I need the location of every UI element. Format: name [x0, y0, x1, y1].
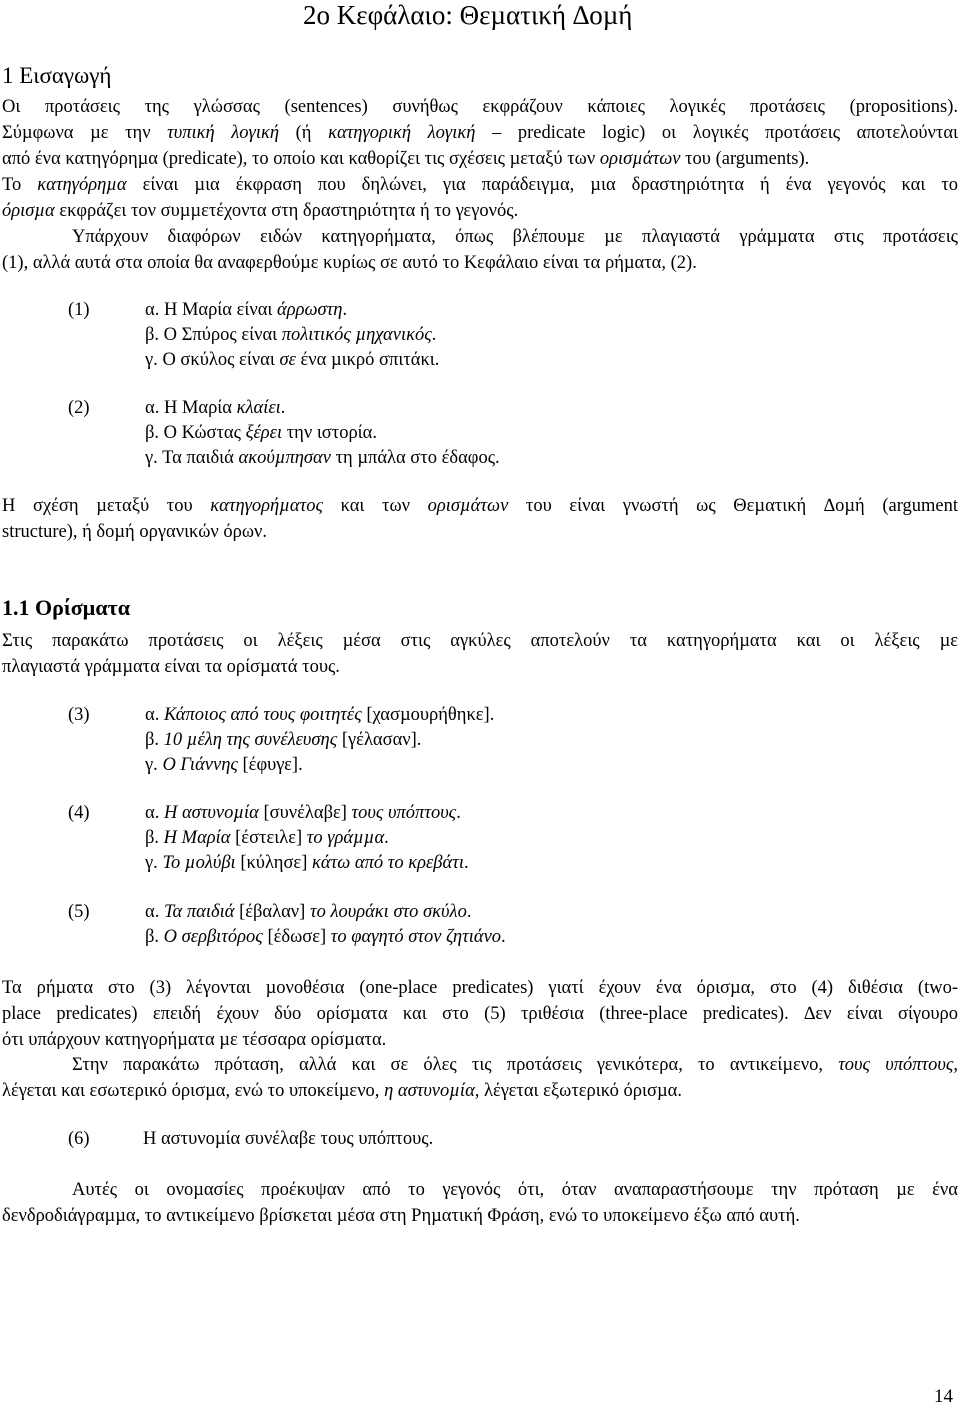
paragraph-line: structure), ή δοµή οργανικών όρων.	[2, 522, 268, 542]
example-item: β. Ο Κώστας ξέρει την ιστορία.	[145, 423, 377, 443]
example-number: (1)	[68, 300, 90, 320]
example-item: β. Η Μαρία [έστειλε] το γράµµα.	[145, 828, 389, 848]
paragraph-line: Τα ρήµατα στο (3) λέγονται µονοθέσια (one-place predicates) γιατί έχουν ένα όρισµα, στο (4) διθέσια (two-	[2, 978, 958, 998]
paragraph-line: Στις παρακάτω προτάσεις οι λέξεις µέσα στις αγκύλες αποτελούν τα κατηγορήµατα και οι λέξεις µε	[2, 631, 958, 651]
example-item: Η αστυνοµία συνέλαβε τους υπόπτους.	[143, 1129, 434, 1149]
example-item: β. 10 µέλη της συνέλευσης [γέλασαν].	[145, 730, 422, 750]
example-item: α. Τα παιδιά [έβαλαν] το λουράκι στο σκύλο.	[145, 902, 472, 922]
paragraph-line: πλαγιαστά γράµµατα είναι τα ορίσµατά τους.	[2, 657, 340, 677]
example-item: γ. Τα παιδιά ακούµπησαν τη µπάλα στο έδαφος.	[145, 448, 500, 468]
example-item: β. Ο σερβιτόρος [έδωσε] το φαγητό στον ζητιάνο.	[145, 927, 506, 947]
example-item: γ. Ο Γιάννης [έφυγε].	[145, 755, 303, 775]
paragraph-line: δενδροδιάγραµµα, το αντικείµενο βρίσκεται µέσα στη Ρηµατική Φράση, ενώ το υποκείµενο έξω από αυτή.	[2, 1206, 800, 1226]
paragraph-line: Η σχέση µεταξύ του κατηγορήµατος και των ορισµάτων του είναι γνωστή ως Θεµατική ∆οµή (argument	[2, 496, 959, 516]
example-number: (4)	[68, 803, 90, 823]
paragraph-line: place predicates) επειδή έχουν δύο ορίσµατα και στο (5) τριθέσια (three-place predicates). ∆εν είναι σίγουρο	[2, 1004, 958, 1024]
paragraph-line: Σύµφωνα µε την τυπική λογική (ή κατηγορική λογική – predicate logic) οι λογικές προτάσεις αποτελούνται	[2, 123, 959, 143]
paragraph-line: λέγεται και εσωτερικό όρισµα, ενώ το υποκείµενο, η αστυνοµία, λέγεται εξωτερικό όρισµα.	[2, 1081, 682, 1101]
example-number: (6)	[68, 1129, 90, 1149]
paragraph-line: Αυτές οι ονοµασίες προέκυψαν από το γεγονός ότι, όταν αναπαραστήσουµε την πρόταση µε ένα	[72, 1180, 958, 1200]
page-number: 14	[934, 1386, 953, 1407]
example-number: (3)	[68, 705, 90, 725]
paragraph-line: από ένα κατηγόρηµα (predicate), το οποίο και καθορίζει τις σχέσεις µεταξύ των ορισµάτων του (arguments).	[2, 149, 810, 169]
section-heading-introduction: 1 Εισαγωγή	[2, 63, 112, 88]
section-heading-arguments: 1.1 Ορίσµατα	[2, 595, 131, 620]
paragraph-line: Στην παρακάτω πρόταση, αλλά και σε όλες τις προτάσεις γενικότερα, το αντικείµενο, τους υπόπτους,	[72, 1055, 958, 1075]
paragraph-line: ότι υπάρχουν κατηγορήµατα µε τέσσαρα ορίσµατα.	[2, 1030, 387, 1050]
chapter-title: 2ο Κεφάλαιο: Θεµατική ∆οµή	[303, 0, 633, 30]
paragraph-line: Το κατηγόρηµα είναι µια έκφραση που δηλώνει, για παράδειγµα, µια δραστηριότητα ή ένα γεγονός και το	[2, 175, 959, 195]
paragraph-line: Οι προτάσεις της γλώσσας (sentences) συνήθως εκφράζουν κάποιες λογικές προτάσεις (propositions).	[2, 97, 958, 117]
paragraph-line: όρισµα εκφράζει τον συµµετέχοντα στη δραστηριότητα ή το γεγονός.	[2, 201, 519, 221]
example-item: α. Κάποιος από τους φοιτητές [χασµουρήθηκε].	[145, 705, 495, 725]
paragraph-line: Υπάρχουν διαφόρων ειδών κατηγορήµατα, όπως βλέπουµε µε πλαγιαστά γράµµατα στις προτάσεις	[72, 227, 958, 247]
example-item: α. Η αστυνοµία [συνέλαβε] τους υπόπτους.	[145, 803, 461, 823]
example-number: (2)	[68, 398, 90, 418]
example-number: (5)	[68, 902, 90, 922]
example-item: γ. Ο σκύλος είναι σε ένα µικρό σπιτάκι.	[145, 350, 440, 370]
example-item: α. Η Μαρία είναι άρρωστη.	[145, 300, 348, 320]
example-item: γ. Το µολύβι [κύλησε] κάτω από το κρεβάτι.	[145, 853, 469, 873]
example-item: α. Η Μαρία κλαίει.	[145, 398, 286, 418]
paragraph-line: (1), αλλά αυτά στα οποία θα αναφερθούµε κυρίως σε αυτό το Κεφάλαιο είναι τα ρήµατα, (2).	[2, 253, 697, 273]
example-item: β. Ο Σπύρος είναι πολιτικός µηχανικός.	[145, 325, 437, 345]
